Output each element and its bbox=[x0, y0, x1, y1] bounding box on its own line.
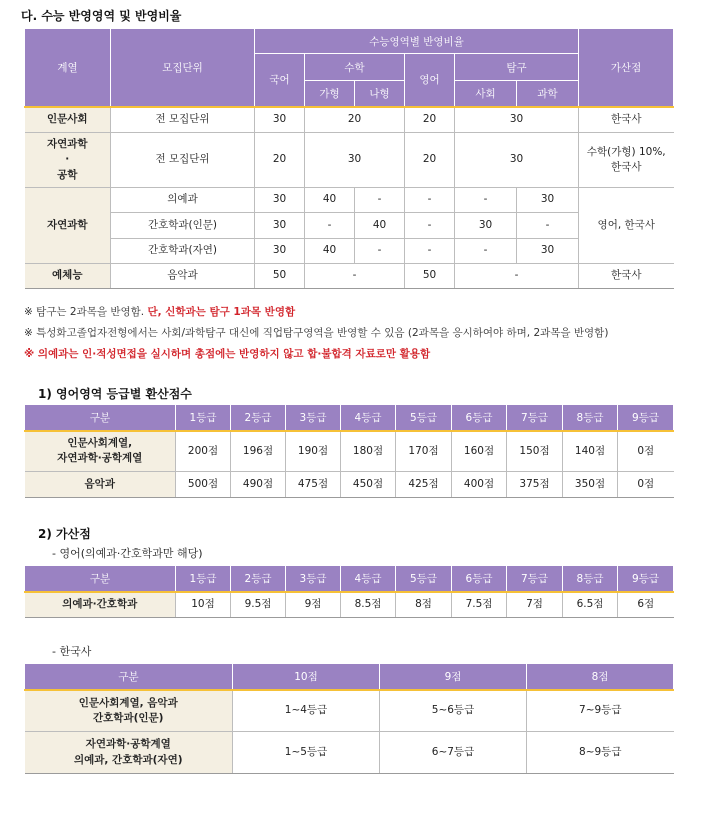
cell: 6.5점 bbox=[563, 592, 618, 618]
label-line: 자연과학 bbox=[46, 138, 88, 151]
cell: 8점 bbox=[396, 592, 452, 618]
cell: 475점 bbox=[286, 472, 341, 498]
row-label bbox=[25, 732, 233, 774]
bonus-line: 한국사 bbox=[611, 161, 642, 173]
row-label bbox=[25, 133, 111, 188]
english-bonus-table bbox=[24, 565, 674, 618]
suneung-ratio-table bbox=[24, 28, 674, 289]
note-inquiry bbox=[24, 304, 295, 319]
cell: 9점 bbox=[286, 592, 341, 618]
cell: 30 bbox=[517, 239, 579, 264]
subtitle-history-bonus: - 한국사 bbox=[52, 645, 92, 658]
header-unit: 모집단위 bbox=[111, 29, 255, 107]
header-grade: 7등급 bbox=[507, 405, 563, 431]
header-grade: 5등급 bbox=[396, 405, 452, 431]
cell: 500점 bbox=[176, 472, 231, 498]
table-row bbox=[25, 133, 674, 188]
cell: 5~6등급 bbox=[380, 690, 527, 732]
cell: 30 bbox=[255, 213, 305, 239]
cell: 전 모집단위 bbox=[111, 107, 255, 133]
label-line: 간호학과(인문) bbox=[93, 711, 164, 724]
cell: - bbox=[305, 264, 405, 289]
header-science: 과학 bbox=[517, 81, 579, 107]
header-ratio: 수능영역별 반영비율 bbox=[255, 29, 579, 54]
header-category: 구분 bbox=[25, 405, 176, 431]
header-grade: 6등급 bbox=[452, 405, 507, 431]
cell: 30 bbox=[455, 107, 579, 133]
cell: 190점 bbox=[286, 431, 341, 472]
cell: 425점 bbox=[396, 472, 452, 498]
grade-header-row bbox=[25, 566, 674, 592]
history-bonus-table bbox=[24, 663, 674, 774]
header-score: 9점 bbox=[380, 664, 527, 690]
table-row bbox=[25, 431, 674, 472]
cell: 간호학과(인문) bbox=[111, 213, 255, 239]
header-grade: 2등급 bbox=[231, 405, 286, 431]
cell: 20 bbox=[255, 133, 305, 188]
cell: 20 bbox=[405, 107, 455, 133]
header-grade: 5등급 bbox=[396, 566, 452, 592]
cell: 170점 bbox=[396, 431, 452, 472]
label-line: 의예과, 간호학과(자연) bbox=[73, 753, 183, 766]
cell: 40 bbox=[305, 188, 355, 213]
header-bonus: 가산점 bbox=[579, 29, 674, 107]
row-label: 인문사회 bbox=[25, 107, 111, 133]
label-line: 인문사회계열, 음악과 bbox=[78, 696, 178, 709]
header-grade: 6등급 bbox=[452, 566, 507, 592]
cell: - bbox=[455, 239, 517, 264]
cell: 7.5점 bbox=[452, 592, 507, 618]
cell: 30 bbox=[455, 133, 579, 188]
label-line: 인문사회계열, bbox=[67, 437, 133, 450]
table-row bbox=[25, 264, 674, 289]
cell: 20 bbox=[305, 107, 405, 133]
cell: 150점 bbox=[507, 431, 563, 472]
header-grade: 9등급 bbox=[618, 566, 674, 592]
cell: 음악과 bbox=[111, 264, 255, 289]
label-line: 자연과학·공학계열 bbox=[85, 738, 171, 751]
label-line: 공학 bbox=[57, 168, 78, 181]
row-label: 예체능 bbox=[25, 264, 111, 289]
note-highlight: 단, 신학과는 탐구 1과목 반영함 bbox=[147, 306, 296, 318]
cell: 490점 bbox=[231, 472, 286, 498]
label-line: · bbox=[65, 153, 70, 166]
cell: 간호학과(자연) bbox=[111, 239, 255, 264]
cell: 의예과 bbox=[111, 188, 255, 213]
header-grade: 3등급 bbox=[286, 566, 341, 592]
cell: - bbox=[405, 239, 455, 264]
cell: - bbox=[405, 213, 455, 239]
header-grade: 4등급 bbox=[341, 405, 396, 431]
cell: 30 bbox=[255, 239, 305, 264]
cell: 7~9등급 bbox=[527, 690, 674, 732]
cell: 영어, 한국사 bbox=[579, 188, 674, 264]
note-vocational: ※ 특성화고졸업자전형에서는 사회/과학탐구 대신에 직업탐구영역을 반영할 수 있음 (2과목을 응시하여야 하며, 2과목을 반영함) bbox=[24, 327, 609, 339]
header-grade: 4등급 bbox=[341, 566, 396, 592]
table-row bbox=[25, 592, 674, 618]
header-math-ga: 가형 bbox=[305, 81, 355, 107]
cell: 375점 bbox=[507, 472, 563, 498]
table-row bbox=[25, 690, 674, 732]
cell: 196점 bbox=[231, 431, 286, 472]
header-grade: 7등급 bbox=[507, 566, 563, 592]
english-score-table bbox=[24, 404, 674, 498]
cell: 200점 bbox=[176, 431, 231, 472]
cell: 30 bbox=[255, 188, 305, 213]
table-row bbox=[25, 188, 674, 213]
cell: 40 bbox=[305, 239, 355, 264]
grade-header-row bbox=[25, 405, 674, 431]
cell: 20 bbox=[405, 133, 455, 188]
header-grade: 9등급 bbox=[618, 405, 674, 431]
cell: 30 bbox=[305, 133, 405, 188]
cell: 6점 bbox=[618, 592, 674, 618]
cell: - bbox=[355, 188, 405, 213]
header-track: 계열 bbox=[25, 29, 111, 107]
cell bbox=[579, 133, 674, 188]
header-english: 영어 bbox=[405, 54, 455, 107]
row-label: 음악과 bbox=[25, 472, 176, 498]
bonus-line: 수학(가형) 10%, bbox=[586, 145, 666, 158]
header-category: 구분 bbox=[25, 664, 233, 690]
cell: - bbox=[305, 213, 355, 239]
cell: 350점 bbox=[563, 472, 618, 498]
header-korean: 국어 bbox=[255, 54, 305, 107]
cell: 8~9등급 bbox=[527, 732, 674, 774]
row-label bbox=[25, 690, 233, 732]
table-row bbox=[25, 472, 674, 498]
header-score: 8점 bbox=[527, 664, 674, 690]
cell: 6~7등급 bbox=[380, 732, 527, 774]
header-category: 구분 bbox=[25, 566, 176, 592]
cell: 1~5등급 bbox=[233, 732, 380, 774]
header-grade: 1등급 bbox=[176, 405, 231, 431]
cell: 1~4등급 bbox=[233, 690, 380, 732]
table-row bbox=[25, 107, 674, 133]
cell: 한국사 bbox=[579, 264, 674, 289]
cell: 180점 bbox=[341, 431, 396, 472]
header-math-na: 나형 bbox=[355, 81, 405, 107]
cell: 30 bbox=[517, 188, 579, 213]
table-row bbox=[25, 732, 674, 774]
cell: 30 bbox=[255, 107, 305, 133]
cell: 400점 bbox=[452, 472, 507, 498]
table-row bbox=[25, 239, 674, 264]
row-label: 자연과학 bbox=[25, 188, 111, 264]
header-grade: 8등급 bbox=[563, 405, 618, 431]
cell: 10점 bbox=[176, 592, 231, 618]
note-text: ※ 탐구는 2과목을 반영함. bbox=[24, 306, 148, 318]
cell: - bbox=[455, 264, 579, 289]
section-title-bonus: 2) 가산점 bbox=[38, 527, 91, 541]
header-score: 10점 bbox=[233, 664, 380, 690]
header-grade: 2등급 bbox=[231, 566, 286, 592]
cell: - bbox=[355, 239, 405, 264]
cell: 30 bbox=[455, 213, 517, 239]
header-grade: 3등급 bbox=[286, 405, 341, 431]
cell: 140점 bbox=[563, 431, 618, 472]
cell: 9.5점 bbox=[231, 592, 286, 618]
cell: - bbox=[517, 213, 579, 239]
cell: - bbox=[405, 188, 455, 213]
cell: 한국사 bbox=[579, 107, 674, 133]
cell: 0점 bbox=[618, 431, 674, 472]
cell: 0점 bbox=[618, 472, 674, 498]
cell: 160점 bbox=[452, 431, 507, 472]
cell: 50 bbox=[405, 264, 455, 289]
section-title-english-score: 1) 영어영역 등급별 환산점수 bbox=[38, 387, 192, 401]
header-inquiry: 탐구 bbox=[455, 54, 579, 81]
label-line: 자연과학·공학계열 bbox=[57, 452, 143, 465]
header-row bbox=[25, 664, 674, 690]
header-social: 사회 bbox=[455, 81, 517, 107]
cell: 450점 bbox=[341, 472, 396, 498]
note-medicine-interview: ※ 의예과는 인·적성면접을 실시하며 총점에는 반영하지 않고 합·불합격 자료로만 활용함 bbox=[24, 348, 431, 360]
row-label bbox=[25, 431, 176, 472]
subtitle-english-bonus: - 영어(의예과·간호학과만 해당) bbox=[52, 547, 203, 560]
cell: 50 bbox=[255, 264, 305, 289]
table-row bbox=[25, 213, 674, 239]
cell: 7점 bbox=[507, 592, 563, 618]
cell: - bbox=[455, 188, 517, 213]
cell: 8.5점 bbox=[341, 592, 396, 618]
section-title-suneung-ratio: 다. 수능 반영영역 및 반영비율 bbox=[21, 9, 182, 23]
row-label: 의예과·간호학과 bbox=[25, 592, 176, 618]
header-grade: 8등급 bbox=[563, 566, 618, 592]
cell: 40 bbox=[355, 213, 405, 239]
header-math: 수학 bbox=[305, 54, 405, 81]
header-grade: 1등급 bbox=[176, 566, 231, 592]
cell: 전 모집단위 bbox=[111, 133, 255, 188]
